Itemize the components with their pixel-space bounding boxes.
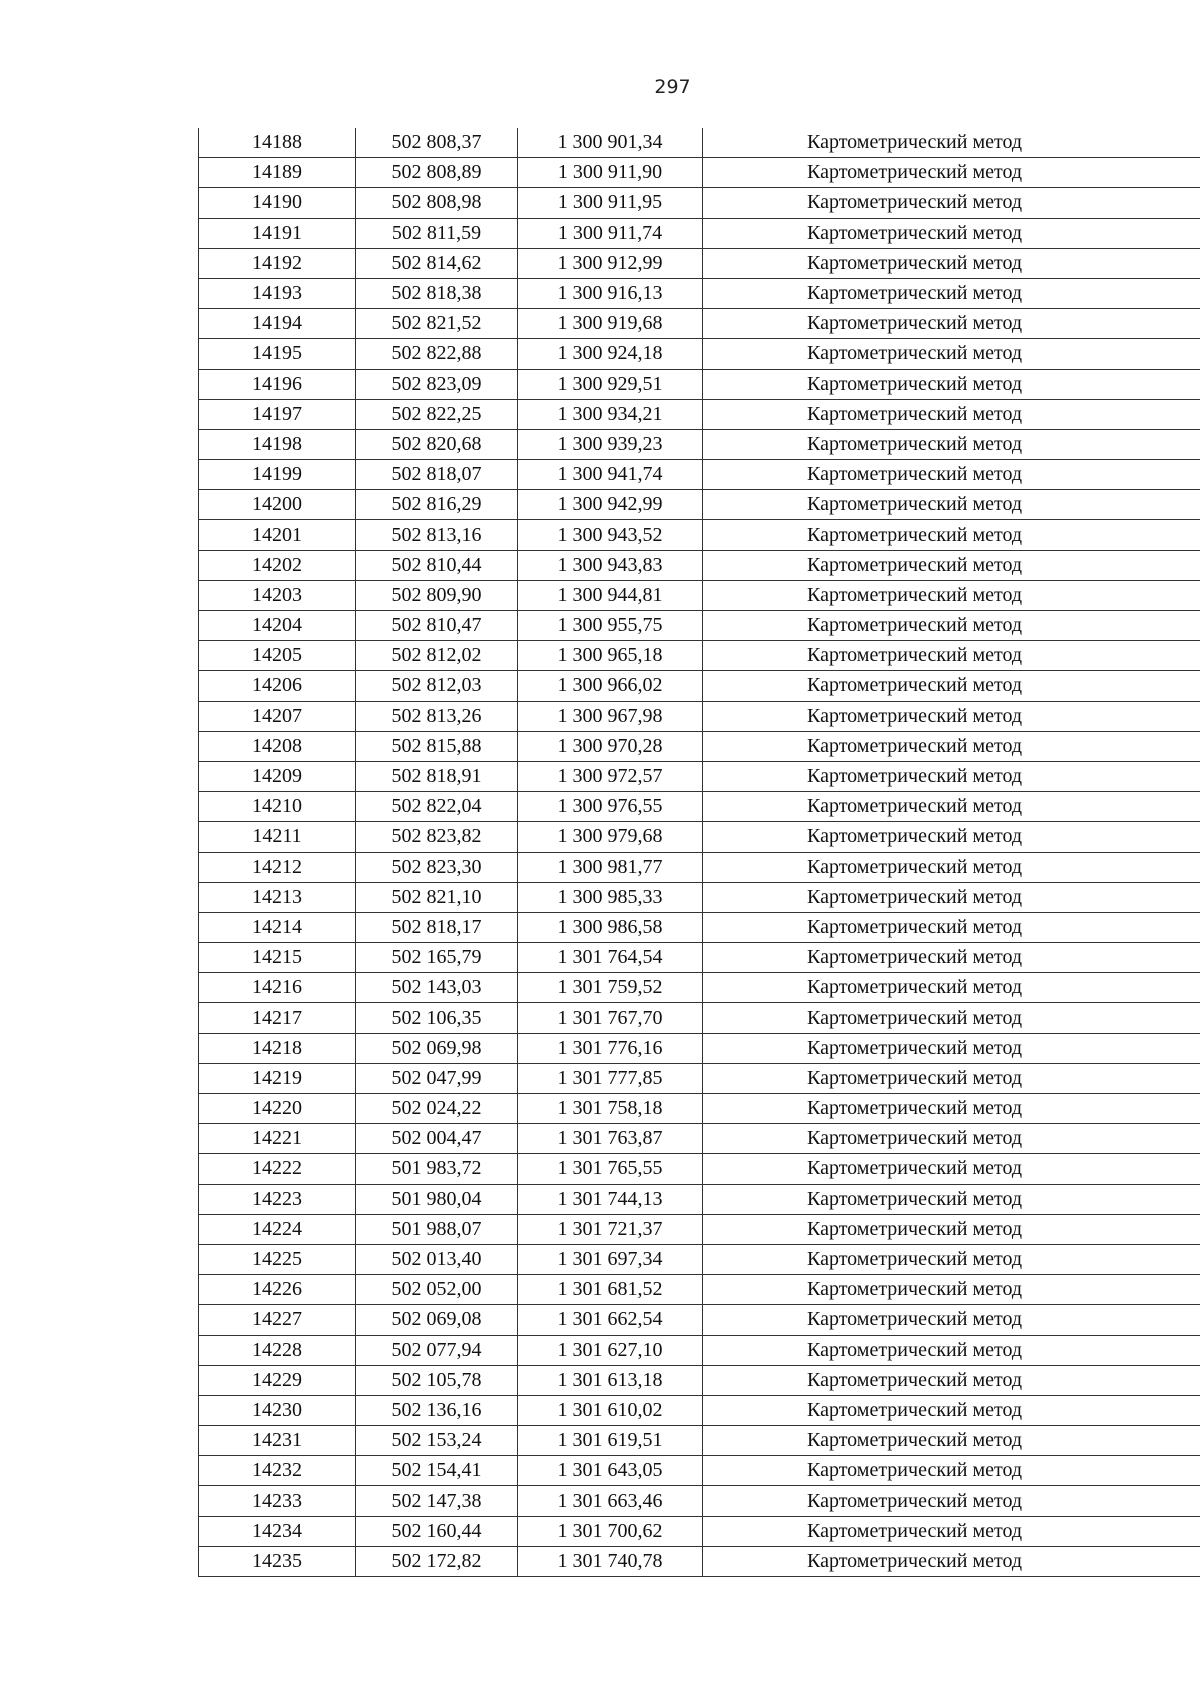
y-coordinate-cell: 1 300 944,81 (518, 580, 703, 610)
y-coordinate-cell: 1 300 976,55 (518, 792, 703, 822)
coordinates-table (198, 128, 1200, 1577)
y-coordinate-cell: 1 300 966,02 (518, 671, 703, 701)
x-coordinate-cell: 502 069,08 (356, 1305, 518, 1335)
table-row (199, 641, 1200, 671)
y-coordinate-cell: 1 300 985,33 (518, 882, 703, 912)
point-number-cell: 14207 (199, 701, 356, 731)
method-cell: Картометрический метод (703, 339, 1200, 369)
y-coordinate-cell: 1 301 777,85 (518, 1063, 703, 1093)
table-row (199, 1275, 1200, 1305)
method-cell: Картометрический метод (703, 1124, 1200, 1154)
method-cell: Картометрический метод (703, 761, 1200, 791)
method-cell: Картометрический метод (703, 1486, 1200, 1516)
table-row (199, 1395, 1200, 1425)
method-cell: Картометрический метод (703, 1244, 1200, 1274)
y-coordinate-cell: 1 301 697,34 (518, 1244, 703, 1274)
table-row (199, 1214, 1200, 1244)
method-cell: Картометрический метод (703, 611, 1200, 641)
table-row (199, 1546, 1200, 1576)
method-cell: Картометрический метод (703, 1094, 1200, 1124)
y-coordinate-cell: 1 301 767,70 (518, 1003, 703, 1033)
point-number-cell: 14218 (199, 1033, 356, 1063)
x-coordinate-cell: 502 047,99 (356, 1063, 518, 1093)
method-cell: Картометрический метод (703, 852, 1200, 882)
point-number-cell: 14203 (199, 580, 356, 610)
table-row (199, 852, 1200, 882)
point-number-cell: 14214 (199, 912, 356, 942)
point-number-cell: 14210 (199, 792, 356, 822)
method-cell: Картометрический метод (703, 1516, 1200, 1546)
y-coordinate-cell: 1 301 619,51 (518, 1426, 703, 1456)
table-row (199, 369, 1200, 399)
x-coordinate-cell: 502 814,62 (356, 248, 518, 278)
point-number-cell: 14223 (199, 1184, 356, 1214)
y-coordinate-cell: 1 300 967,98 (518, 701, 703, 731)
point-number-cell: 14202 (199, 550, 356, 580)
x-coordinate-cell: 502 024,22 (356, 1094, 518, 1124)
table-row (199, 1426, 1200, 1456)
x-coordinate-cell: 501 983,72 (356, 1154, 518, 1184)
x-coordinate-cell: 502 052,00 (356, 1275, 518, 1305)
point-number-cell: 14200 (199, 490, 356, 520)
method-cell: Картометрический метод (703, 671, 1200, 701)
y-coordinate-cell: 1 300 919,68 (518, 309, 703, 339)
point-number-cell: 14189 (199, 158, 356, 188)
y-coordinate-cell: 1 301 764,54 (518, 943, 703, 973)
y-coordinate-cell: 1 300 939,23 (518, 429, 703, 459)
table-row (199, 580, 1200, 610)
method-cell: Картометрический метод (703, 943, 1200, 973)
x-coordinate-cell: 502 153,24 (356, 1426, 518, 1456)
point-number-cell: 14226 (199, 1275, 356, 1305)
x-coordinate-cell: 502 822,04 (356, 792, 518, 822)
table-row (199, 671, 1200, 701)
y-coordinate-cell: 1 301 744,13 (518, 1184, 703, 1214)
x-coordinate-cell: 502 812,02 (356, 641, 518, 671)
table-row (199, 550, 1200, 580)
y-coordinate-cell: 1 300 942,99 (518, 490, 703, 520)
table-row (199, 1184, 1200, 1214)
table-row (199, 761, 1200, 791)
table-row (199, 490, 1200, 520)
method-cell: Картометрический метод (703, 490, 1200, 520)
method-cell: Картометрический метод (703, 429, 1200, 459)
point-number-cell: 14206 (199, 671, 356, 701)
x-coordinate-cell: 502 809,90 (356, 580, 518, 610)
point-number-cell: 14234 (199, 1516, 356, 1546)
x-coordinate-cell: 502 069,98 (356, 1033, 518, 1063)
point-number-cell: 14233 (199, 1486, 356, 1516)
point-number-cell: 14215 (199, 943, 356, 973)
method-cell: Картометрический метод (703, 701, 1200, 731)
y-coordinate-cell: 1 301 700,62 (518, 1516, 703, 1546)
table-row (199, 882, 1200, 912)
method-cell: Картометрический метод (703, 158, 1200, 188)
x-coordinate-cell: 502 821,10 (356, 882, 518, 912)
table-row (199, 188, 1200, 218)
y-coordinate-cell: 1 300 970,28 (518, 731, 703, 761)
method-cell: Картометрический метод (703, 550, 1200, 580)
table-row (199, 1063, 1200, 1093)
x-coordinate-cell: 502 822,25 (356, 399, 518, 429)
method-cell: Картометрический метод (703, 731, 1200, 761)
y-coordinate-cell: 1 300 941,74 (518, 460, 703, 490)
table-row (199, 218, 1200, 248)
x-coordinate-cell: 502 818,91 (356, 761, 518, 791)
point-number-cell: 14198 (199, 429, 356, 459)
method-cell: Картометрический метод (703, 1063, 1200, 1093)
method-cell: Картометрический метод (703, 460, 1200, 490)
point-number-cell: 14209 (199, 761, 356, 791)
y-coordinate-cell: 1 301 776,16 (518, 1033, 703, 1063)
table-row (199, 278, 1200, 308)
point-number-cell: 14217 (199, 1003, 356, 1033)
x-coordinate-cell: 502 811,59 (356, 218, 518, 248)
table-row (199, 611, 1200, 641)
point-number-cell: 14199 (199, 460, 356, 490)
table-row (199, 520, 1200, 550)
y-coordinate-cell: 1 301 610,02 (518, 1395, 703, 1425)
point-number-cell: 14229 (199, 1365, 356, 1395)
point-number-cell: 14231 (199, 1426, 356, 1456)
table-row (199, 1033, 1200, 1063)
coordinates-table-body (199, 128, 1200, 1577)
y-coordinate-cell: 1 300 911,90 (518, 158, 703, 188)
table-row (199, 1094, 1200, 1124)
method-cell: Картометрический метод (703, 912, 1200, 942)
x-coordinate-cell: 502 172,82 (356, 1546, 518, 1576)
method-cell: Картометрический метод (703, 520, 1200, 550)
method-cell: Картометрический метод (703, 822, 1200, 852)
table-row (199, 943, 1200, 973)
table-row (199, 248, 1200, 278)
table-row (199, 1003, 1200, 1033)
x-coordinate-cell: 502 822,88 (356, 339, 518, 369)
method-cell: Картометрический метод (703, 218, 1200, 248)
point-number-cell: 14228 (199, 1335, 356, 1365)
y-coordinate-cell: 1 300 911,95 (518, 188, 703, 218)
y-coordinate-cell: 1 301 740,78 (518, 1546, 703, 1576)
method-cell: Картометрический метод (703, 399, 1200, 429)
table-row (199, 1124, 1200, 1154)
y-coordinate-cell: 1 300 924,18 (518, 339, 703, 369)
method-cell: Картометрический метод (703, 1546, 1200, 1576)
y-coordinate-cell: 1 301 681,52 (518, 1275, 703, 1305)
point-number-cell: 14188 (199, 128, 356, 158)
x-coordinate-cell: 502 823,09 (356, 369, 518, 399)
point-number-cell: 14216 (199, 973, 356, 1003)
point-number-cell: 14212 (199, 852, 356, 882)
table-row (199, 399, 1200, 429)
x-coordinate-cell: 502 816,29 (356, 490, 518, 520)
x-coordinate-cell: 502 818,17 (356, 912, 518, 942)
method-cell: Картометрический метод (703, 1365, 1200, 1395)
table-row (199, 701, 1200, 731)
table-row (199, 1305, 1200, 1335)
point-number-cell: 14197 (199, 399, 356, 429)
method-cell: Картометрический метод (703, 1214, 1200, 1244)
table-row (199, 1516, 1200, 1546)
point-number-cell: 14191 (199, 218, 356, 248)
table-row (199, 1456, 1200, 1486)
table-row (199, 339, 1200, 369)
y-coordinate-cell: 1 300 986,58 (518, 912, 703, 942)
x-coordinate-cell: 501 980,04 (356, 1184, 518, 1214)
y-coordinate-cell: 1 301 759,52 (518, 973, 703, 1003)
point-number-cell: 14220 (199, 1094, 356, 1124)
point-number-cell: 14205 (199, 641, 356, 671)
method-cell: Картометрический метод (703, 973, 1200, 1003)
y-coordinate-cell: 1 300 943,52 (518, 520, 703, 550)
method-cell: Картометрический метод (703, 1335, 1200, 1365)
point-number-cell: 14204 (199, 611, 356, 641)
table-row (199, 822, 1200, 852)
x-coordinate-cell: 502 815,88 (356, 731, 518, 761)
y-coordinate-cell: 1 301 662,54 (518, 1305, 703, 1335)
x-coordinate-cell: 502 106,35 (356, 1003, 518, 1033)
point-number-cell: 14232 (199, 1456, 356, 1486)
page-number: 297 (654, 76, 691, 98)
table-row (199, 1486, 1200, 1516)
x-coordinate-cell: 502 143,03 (356, 973, 518, 1003)
x-coordinate-cell: 502 165,79 (356, 943, 518, 973)
method-cell: Картометрический метод (703, 580, 1200, 610)
x-coordinate-cell: 502 808,89 (356, 158, 518, 188)
table-row (199, 309, 1200, 339)
method-cell: Картометрический метод (703, 1003, 1200, 1033)
table-row (199, 158, 1200, 188)
y-coordinate-cell: 1 300 901,34 (518, 128, 703, 158)
x-coordinate-cell: 502 820,68 (356, 429, 518, 459)
point-number-cell: 14235 (199, 1546, 356, 1576)
method-cell: Картометрический метод (703, 1154, 1200, 1184)
table-row (199, 912, 1200, 942)
table-row (199, 1244, 1200, 1274)
x-coordinate-cell: 502 147,38 (356, 1486, 518, 1516)
method-cell: Картометрический метод (703, 309, 1200, 339)
table-row (199, 792, 1200, 822)
table-row (199, 1154, 1200, 1184)
y-coordinate-cell: 1 300 911,74 (518, 218, 703, 248)
y-coordinate-cell: 1 300 972,57 (518, 761, 703, 791)
x-coordinate-cell: 502 136,16 (356, 1395, 518, 1425)
method-cell: Картометрический метод (703, 1395, 1200, 1425)
point-number-cell: 14230 (199, 1395, 356, 1425)
y-coordinate-cell: 1 301 643,05 (518, 1456, 703, 1486)
point-number-cell: 14195 (199, 339, 356, 369)
method-cell: Картометрический метод (703, 1426, 1200, 1456)
point-number-cell: 14227 (199, 1305, 356, 1335)
x-coordinate-cell: 502 818,38 (356, 278, 518, 308)
table-row (199, 460, 1200, 490)
point-number-cell: 14208 (199, 731, 356, 761)
y-coordinate-cell: 1 300 965,18 (518, 641, 703, 671)
y-coordinate-cell: 1 301 613,18 (518, 1365, 703, 1395)
point-number-cell: 14219 (199, 1063, 356, 1093)
y-coordinate-cell: 1 301 765,55 (518, 1154, 703, 1184)
table-row (199, 128, 1200, 158)
x-coordinate-cell: 502 808,37 (356, 128, 518, 158)
point-number-cell: 14194 (199, 309, 356, 339)
y-coordinate-cell: 1 301 627,10 (518, 1335, 703, 1365)
point-number-cell: 14224 (199, 1214, 356, 1244)
y-coordinate-cell: 1 300 916,13 (518, 278, 703, 308)
table-row (199, 731, 1200, 761)
y-coordinate-cell: 1 301 721,37 (518, 1214, 703, 1244)
x-coordinate-cell: 502 813,26 (356, 701, 518, 731)
y-coordinate-cell: 1 300 979,68 (518, 822, 703, 852)
method-cell: Картометрический метод (703, 1184, 1200, 1214)
point-number-cell: 14213 (199, 882, 356, 912)
method-cell: Картометрический метод (703, 1033, 1200, 1063)
x-coordinate-cell: 502 812,03 (356, 671, 518, 701)
y-coordinate-cell: 1 300 981,77 (518, 852, 703, 882)
method-cell: Картометрический метод (703, 1456, 1200, 1486)
point-number-cell: 14221 (199, 1124, 356, 1154)
method-cell: Картометрический метод (703, 882, 1200, 912)
table-row (199, 429, 1200, 459)
point-number-cell: 14192 (199, 248, 356, 278)
y-coordinate-cell: 1 300 934,21 (518, 399, 703, 429)
point-number-cell: 14211 (199, 822, 356, 852)
method-cell: Картометрический метод (703, 1305, 1200, 1335)
table-row (199, 973, 1200, 1003)
table-row (199, 1365, 1200, 1395)
method-cell: Картометрический метод (703, 369, 1200, 399)
x-coordinate-cell: 502 818,07 (356, 460, 518, 490)
y-coordinate-cell: 1 300 929,51 (518, 369, 703, 399)
table-row (199, 1335, 1200, 1365)
point-number-cell: 14225 (199, 1244, 356, 1274)
method-cell: Картометрический метод (703, 641, 1200, 671)
x-coordinate-cell: 502 813,16 (356, 520, 518, 550)
x-coordinate-cell: 502 077,94 (356, 1335, 518, 1365)
y-coordinate-cell: 1 301 763,87 (518, 1124, 703, 1154)
method-cell: Картометрический метод (703, 792, 1200, 822)
x-coordinate-cell: 502 823,82 (356, 822, 518, 852)
method-cell: Картометрический метод (703, 248, 1200, 278)
x-coordinate-cell: 502 004,47 (356, 1124, 518, 1154)
point-number-cell: 14222 (199, 1154, 356, 1184)
method-cell: Картометрический метод (703, 128, 1200, 158)
x-coordinate-cell: 502 013,40 (356, 1244, 518, 1274)
y-coordinate-cell: 1 300 955,75 (518, 611, 703, 641)
y-coordinate-cell: 1 301 663,46 (518, 1486, 703, 1516)
x-coordinate-cell: 502 810,44 (356, 550, 518, 580)
x-coordinate-cell: 501 988,07 (356, 1214, 518, 1244)
x-coordinate-cell: 502 105,78 (356, 1365, 518, 1395)
x-coordinate-cell: 502 823,30 (356, 852, 518, 882)
method-cell: Картометрический метод (703, 278, 1200, 308)
x-coordinate-cell: 502 810,47 (356, 611, 518, 641)
point-number-cell: 14193 (199, 278, 356, 308)
x-coordinate-cell: 502 808,98 (356, 188, 518, 218)
point-number-cell: 14190 (199, 188, 356, 218)
y-coordinate-cell: 1 301 758,18 (518, 1094, 703, 1124)
method-cell: Картометрический метод (703, 1275, 1200, 1305)
point-number-cell: 14201 (199, 520, 356, 550)
x-coordinate-cell: 502 821,52 (356, 309, 518, 339)
x-coordinate-cell: 502 160,44 (356, 1516, 518, 1546)
y-coordinate-cell: 1 300 912,99 (518, 248, 703, 278)
method-cell: Картометрический метод (703, 188, 1200, 218)
y-coordinate-cell: 1 300 943,83 (518, 550, 703, 580)
x-coordinate-cell: 502 154,41 (356, 1456, 518, 1486)
point-number-cell: 14196 (199, 369, 356, 399)
